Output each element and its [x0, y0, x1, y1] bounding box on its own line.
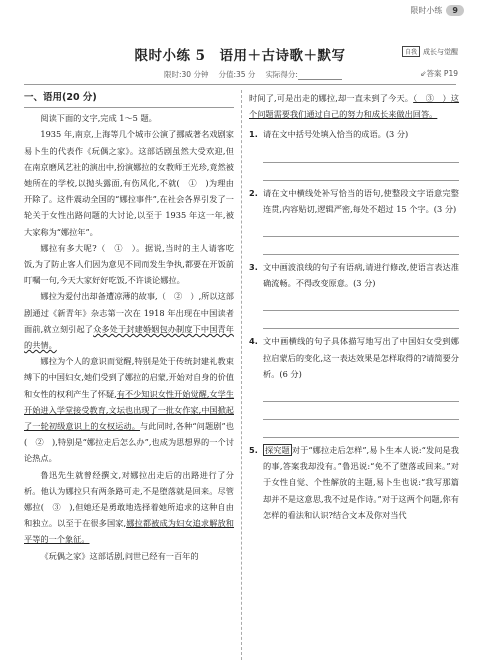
wavy-sentence: 众多处于封建婚姻包办制度下中国青年的共情。: [24, 323, 234, 351]
stamp-seal-icon: 自我: [402, 46, 420, 57]
theme-stamp: [402, 46, 458, 57]
question-4: [249, 333, 459, 382]
page-title: 限时小练 5 语用＋古诗歌＋默写: [134, 48, 346, 64]
question-text: 文中画波浪线的句子有语病,请进行修改,使语言表达准确流畅。不得改变原意。(3 分): [263, 262, 459, 289]
explore-tag: 探究题: [265, 445, 290, 456]
stamp-text: 成长与觉醒: [423, 47, 458, 56]
question-text: [263, 442, 459, 523]
score-total: 分值:35 分: [218, 70, 256, 79]
answer-lines-4[interactable]: [263, 384, 459, 438]
underlined-blank-sentence: （ ③ ）这个问题需要我们通过自己的努力和成长来做出回答。: [249, 93, 459, 120]
answer-reference: ⇙答案 P19: [420, 69, 458, 78]
exercise-meta: [164, 69, 342, 80]
question-3: [249, 259, 459, 291]
p3-text: 娜拉为爱付出却备遭凉薄的故事,（ ② ）,所以这部剧通过《新青年》杂志第一次在 1918 年出现在中国读者面前,就立刻引起了: [24, 291, 234, 334]
passage-paragraph-6-cont: [249, 90, 459, 122]
underlined-sentence: 有不少知识女性开始觉醒,女学生开始进入学堂接受教育,文坛也出现了一批女作家,中国掀起了一轮初级意识上的女权运动。: [24, 388, 235, 432]
header-divider: [24, 84, 456, 85]
question-1: [249, 126, 459, 142]
actual-score-label: 实际得分:: [265, 70, 298, 79]
page-number-badge: 9: [446, 5, 464, 16]
passage-paragraph-6: 《玩偶之家》这部话剧,问世已经有一百年的: [40, 550, 199, 561]
page-tab-label: 限时小练: [410, 6, 443, 15]
passage-paragraph-2: 娜拉有多大呢?（ ① ）。据说,当时的主人请客吃饭,为了防止客人们因为意见不同而发生争执,都要在开饭前叮嘱一句,今天大家好好吃饭,不许谈论娜拉。: [24, 242, 234, 286]
page-tab: [410, 5, 464, 16]
question-5: [249, 442, 459, 523]
p5-text: 鲁迅先生就曾经撰文,对娜拉出走后的出路进行了分析。他认为娜拉只有两条路可走,不是堕落就是回来。尽管娜拉( ③ ),但她还是勇敢地选择着她所追求的这种自由和独立。以至于在很多国家,: [24, 469, 234, 529]
actual-score: [265, 69, 342, 80]
time-limit: 限时:30 分钟: [164, 70, 209, 79]
question-text: 文中画横线的句子具体描写地写出了中国妇女受到娜拉启蒙后的变化,这一表达效果是怎样取得的?请简要分析。(6 分): [263, 336, 459, 379]
question-2: [249, 185, 459, 217]
answer-lines-1[interactable]: [263, 145, 459, 181]
left-column: [24, 90, 234, 564]
question-text: 请在文中横线处补写恰当的语句,使整段文字语意完整连贯,内容贴切,逻辑严密,每处不超过 15 个字。(3 分): [263, 187, 459, 214]
answer-lines-2[interactable]: [263, 219, 459, 255]
p6-cont-text: 时间了,可是出走的娜拉,却一直未到了今天。: [249, 93, 414, 103]
section-heading: 一、语用(20 分): [24, 90, 234, 108]
question-5-body: 对于“娜拉走后怎样”,易卜生本人说:“发问是我的事,答案我却没有。”鲁迅说:“免不了堕落或回来。”对于女性自觉、个性解放的主题,易卜生也说:“我写那篇却并不是这意思,我不过是作诗。”对于这两个问题,你有怎样的看法和认识?结合文本及你对当代: [263, 445, 459, 520]
question-number: 2.: [249, 187, 258, 198]
passage-paragraph-3: [24, 288, 234, 353]
passage-paragraph-4: [24, 353, 234, 466]
answer-lines-3[interactable]: [263, 293, 459, 329]
instructions: 阅读下面的文字,完成 1～5 题。: [40, 113, 157, 124]
question-text: 请在文中括号处填入恰当的成语。(3 分): [263, 129, 409, 140]
passage-paragraph-1: 1935 年,南京,上海等几个城市公演了挪威著名戏剧家易卜生的代表作《玩偶之家》。这部话剧虽然大受欢迎,但在南京磨风艺社的演出中,扮演娜拉的女教师王光珍,竟然被她所在的学校,以抛头露面,有伤风化,不就( ① )为理由开除了。这件震动全国的“娜拉事件”,在社会各界引发了一轮关于女性出路问题的大讨论,以至于 1935 年这一年,被大家称为“娜拉年”。: [24, 129, 234, 237]
p4-text: 娜拉为个人的意识而觉醒,特别是处于传统封建礼教束缚下的中国妇女,她们受到了娜拉的启蒙,开始对自身的价值和女性的权利产生了怀疑,: [24, 356, 234, 399]
column-separator: [241, 90, 242, 660]
question-number: 5.: [249, 445, 258, 456]
p4-text-cont: 与此同时,各种“问题剧”也( ② ),特别是“娜拉走后怎么办”,也成为思想界的一个讨论热点。: [24, 421, 234, 464]
underlined-sentence-2: 娜拉都被成为妇女追求解放和平等的一个象征。: [24, 518, 234, 545]
question-number: 4.: [249, 336, 258, 347]
right-column: [249, 90, 459, 523]
question-number: 1.: [249, 129, 258, 140]
passage-paragraph-5: [24, 467, 234, 548]
actual-score-blank[interactable]: [298, 79, 342, 80]
question-number: 3.: [249, 262, 258, 273]
